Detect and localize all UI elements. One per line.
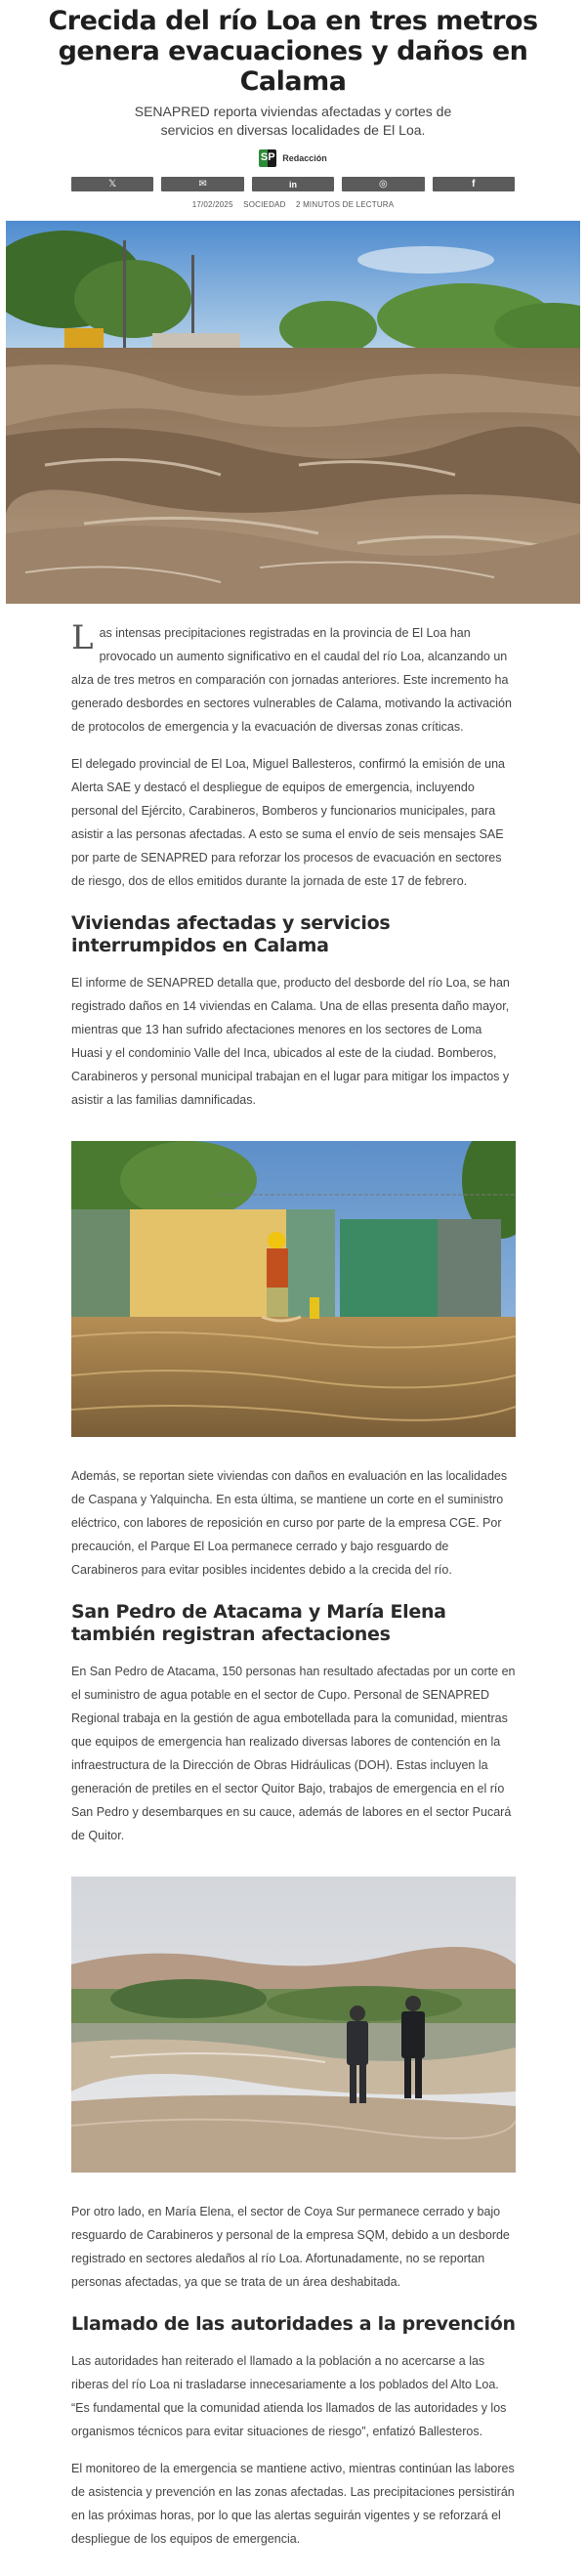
river-officials-photo — [71, 1877, 516, 2173]
article-paragraph: Además, se reportan siete viviendas con daños en evaluación en las localidades de Caspana y Yalquincha. En esta última, se mantiene un corte en el suministro eléctrico, con labores de reposición en curso por parte de la empresa CGE. Por precaución, el Parque El Loa permanece cerrado y bajo resguardo de Carabineros para evitar posibles incidentes debido a la crecida del río. — [71, 1469, 508, 1577]
x-icon: 𝕏 — [108, 179, 117, 190]
share-linkedin-button[interactable] — [252, 177, 334, 191]
section-heading: Viviendas afectadas y servicios interrumpidos en Calama — [71, 912, 391, 956]
share-whatsapp-button[interactable] — [342, 177, 424, 191]
share-bar — [0, 177, 586, 191]
whatsapp-icon: ◎ — [379, 179, 388, 190]
email-icon: ✉ — [198, 179, 207, 190]
article-date: 17/02/2025 — [191, 200, 233, 209]
article-meta — [0, 200, 586, 209]
share-x-button[interactable] — [71, 177, 153, 191]
share-facebook-button[interactable] — [433, 177, 515, 191]
author-row — [0, 148, 586, 169]
hero-flood-photo — [6, 221, 580, 604]
article-body — [0, 618, 586, 2551]
author-name[interactable]: Redacción — [282, 153, 327, 163]
share-email-button[interactable] — [161, 177, 243, 191]
article-paragraph: Por otro lado, en María Elena, el sector de Coya Sur permanece cerrado y bajo resguardo de Carabineros y personal de la empresa SQM, debido a un desborde registrado en sectores aledaños al río Loa. Afortunadamente, no se reportan personas afectadas, ya que se trata de un área deshabitada. — [71, 2205, 510, 2289]
article-category[interactable]: SOCIEDAD — [243, 200, 286, 209]
article-paragraph: El delegado provincial de El Loa, Miguel Ballesteros, confirmó la emisión de una Alerta SAE y destacó el despliegue de equipos de emergencia, incluyendo personal del Ejército, Carabineros, Bomberos y funcionarios municipales, para asistir a las personas afectadas. A esto se suma el envío de seis mensajes SAE por parte de SENAPRED para reforzar los procesos de evacuación en sectores de riesgo, dos de ellos emitidos durante la jornada de este 17 de febrero. — [71, 757, 506, 888]
article-paragraph: El informe de SENAPRED detalla que, producto del desborde del río Loa, se han registrado daños en 14 viviendas en Calama. Una de ellas presenta daño mayor, mientras que 13 han sufrido afectaciones menores en los sectores de Loma Huasi y el condominio Valle del Inca, ubicados al este de la ciudad. Bomberos, Carabineros y personal municipal trabajan en el lugar para mitigar los impactos y asistir a las familias damnificadas. — [71, 976, 510, 1107]
article-title: Crecida del río Loa en tres metros genera evacuaciones y daños en Calama — [48, 6, 538, 97]
article-paragraph: El monitoreo de la emergencia se mantiene activo, mientras continúan las labores de asistencia y prevención en las zonas afectadas. Las precipitaciones persistirán en las próximas horas, por lo que las alertas seguirán vigentes y se reforzará el despliegue de los equipos de emergencia. — [71, 2462, 515, 2546]
linkedin-icon: in — [289, 179, 298, 190]
article-paragraph: Las autoridades han reiterado el llamado a la población a no acercarse a las riberas del río Loa ni trasladarse innecesariamente a los poblados del Alto Loa. “Es fundamental que la comunidad atienda los llamados de las autoridades y los organismos técnicos para evitar situaciones de riesgo”, enfatizó Ballesteros. — [71, 2354, 507, 2438]
publisher-logo: SP — [259, 149, 276, 167]
section-heading: San Pedro de Atacama y María Elena también registran afectaciones — [71, 1601, 446, 1645]
article-subtitle: SENAPRED reporta viviendas afectadas y cortes de servicios en diversas localidades de El Loa. — [134, 104, 452, 138]
article-read-time: 2 MINUTOS DE LECTURA — [296, 200, 395, 209]
section-heading: Llamado de las autoridades a la prevención — [71, 2313, 516, 2335]
facebook-icon: f — [472, 179, 476, 190]
article-paragraph: En San Pedro de Atacama, 150 personas han resultado afectadas por un corte en el suministro de agua potable en el sector de Cupo. Personal de SENAPRED Regional trabaja en la gestión de agua embotellada para la comunidad, mientras que equipos de emergencia han realizado diversas labores de contención en la infraestructura de la Dirección de Obras Hidráulicas (DOH). Estas incluyen la generación de pretiles en el sector Quitor Bajo, trabajos de emergencia en el río San Pedro y desembarques en su cauce, además de labores en el sector Pucará de Quitor. — [71, 1665, 516, 1842]
firefighter-flood-photo — [71, 1141, 516, 1437]
article-paragraph: Las intensas precipitaciones registradas en la provincia de El Loa han provocado un aumento significativo en el caudal del río Loa, alcanzando un alza de tres metros en comparación con jornadas anteriores. Este incremento ha generado desbordes en sectores vulnerables de Calama, motivando la activación de protocolos de emergencia y la evacuación de diversas zonas críticas. — [71, 618, 512, 734]
dropcap: L — [71, 618, 94, 657]
